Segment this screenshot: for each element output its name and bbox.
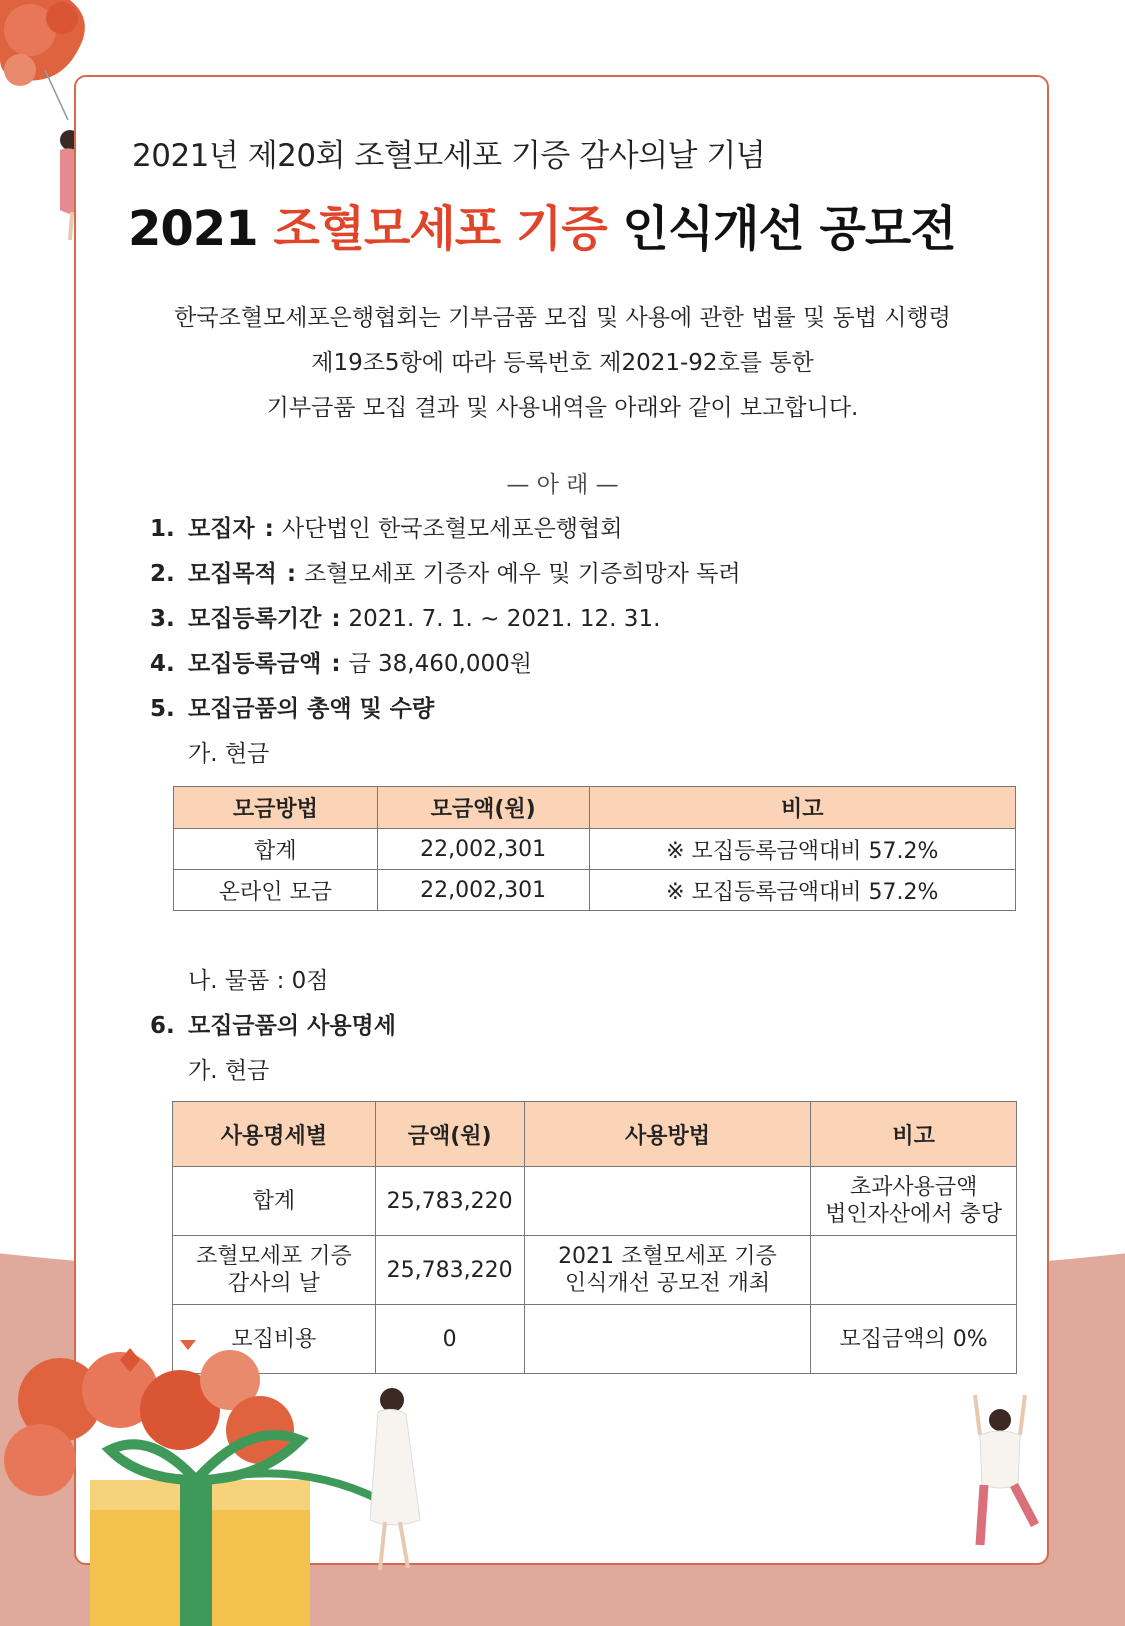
- table-cell: 2021 조혈모세포 기증 인식개선 공모전 개최: [524, 1236, 811, 1305]
- table-cell: ※ 모집등록금액대비 57.2%: [589, 870, 1015, 911]
- table-header-row: [174, 787, 1016, 829]
- title-suffix: 인식개선 공모전: [606, 201, 956, 257]
- table-cell: [524, 1305, 811, 1374]
- table-cell: 초과사용금액 법인자산에서 충당: [811, 1167, 1017, 1236]
- table-cell: 모집비용: [173, 1305, 376, 1374]
- collection-table: [173, 786, 1016, 911]
- table-header-cell: 금액(원): [375, 1102, 524, 1167]
- section-divider-label: — 아 래 —: [506, 472, 619, 498]
- page-subtitle: 2021년 제20회 조혈모세포 기증 감사의날 기념: [132, 138, 766, 174]
- table-cell: 합계: [173, 1167, 376, 1236]
- table-header-cell: 비고: [589, 787, 1015, 829]
- table-cell: 모집금액의 0%: [811, 1305, 1017, 1374]
- table-cell: 22,002,301: [377, 829, 589, 870]
- table-row: [173, 1236, 1017, 1305]
- usage-table: [172, 1101, 1017, 1374]
- table-row: [173, 1167, 1017, 1236]
- intro-line: 제19조5항에 따라 등록번호 제2021-92호를 통한: [311, 350, 814, 376]
- jumping-person-illustration: [950, 1395, 1040, 1555]
- table-header-cell: 모금방법: [174, 787, 378, 829]
- list-item: 6. 모집금품의 사용명세: [150, 1013, 396, 1039]
- list-item: 1. 모집자 : 사단법인 한국조혈모세포은행협회: [150, 516, 623, 542]
- intro-paragraph: [130, 296, 995, 431]
- sub-item-cash: 가. 현금: [188, 741, 270, 767]
- table-header-cell: 모금액(원): [377, 787, 589, 829]
- list-item: 3. 모집등록기간 : 2021. 7. 1. ~ 2021. 12. 31.: [150, 606, 661, 632]
- table-cell: 온라인 모금: [174, 870, 378, 911]
- title-accent: 조혈모세포 기증: [273, 201, 607, 257]
- table-row: [174, 829, 1016, 870]
- title-prefix: 2021: [128, 201, 274, 257]
- list-item: 5. 모집금품의 총액 및 수량: [150, 696, 435, 722]
- table-cell: [811, 1236, 1017, 1305]
- gift-box-illustration: [0, 1340, 440, 1626]
- intro-line: 한국조혈모세포은행협회는 기부금품 모집 및 사용에 관한 법률 및 동법 시행령: [174, 305, 951, 331]
- table-cell: [524, 1167, 811, 1236]
- table-cell: 22,002,301: [377, 870, 589, 911]
- table-cell: 합계: [174, 829, 378, 870]
- table-cell: 조혈모세포 기증 감사의 날: [173, 1236, 376, 1305]
- intro-line: 기부금품 모집 결과 및 사용내역을 아래와 같이 보고합니다.: [266, 395, 859, 421]
- table-cell: ※ 모집등록금액대비 57.2%: [589, 829, 1015, 870]
- table-cell: 25,783,220: [375, 1167, 524, 1236]
- table-header-cell: 사용명세별: [173, 1102, 376, 1167]
- table-row: [174, 870, 1016, 911]
- sub-item-goods: 나. 물품 : 0점: [188, 968, 329, 994]
- page-title: [128, 190, 956, 259]
- table-header-row: [173, 1102, 1017, 1167]
- table-cell: 25,783,220: [375, 1236, 524, 1305]
- table-header-cell: 비고: [811, 1102, 1017, 1167]
- sub-item-cash: 가. 현금: [188, 1058, 270, 1084]
- table-header-cell: 사용방법: [524, 1102, 811, 1167]
- table-cell: 0: [375, 1305, 524, 1374]
- list-item: 4. 모집등록금액 : 금 38,460,000원: [150, 651, 532, 677]
- list-item: 2. 모집목적 : 조혈모세포 기증자 예우 및 기증희망자 독려: [150, 561, 741, 587]
